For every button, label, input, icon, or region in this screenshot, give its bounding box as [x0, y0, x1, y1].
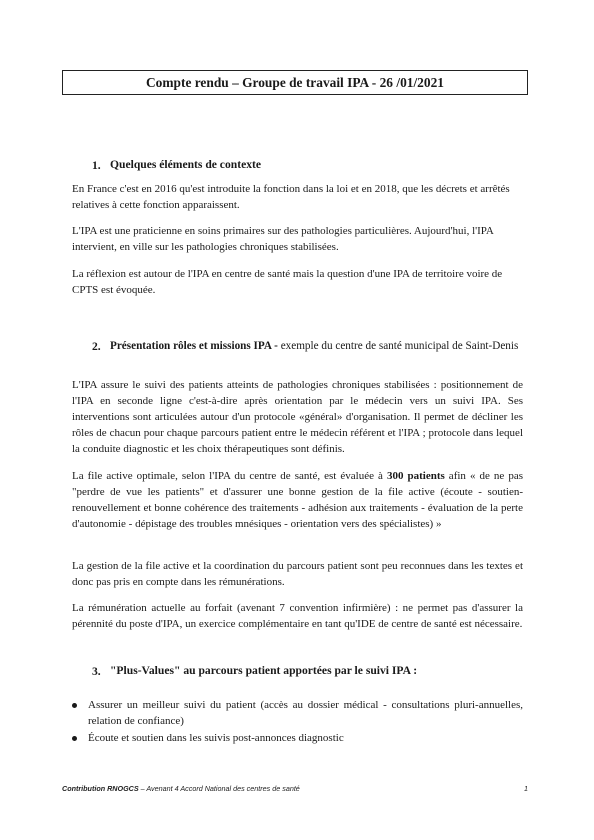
section-1-paragraph-3: La réflexion est autour de l'IPA en centre de santé mais la question d'une IPA de territoire voire de CPTS est évoquée.: [72, 268, 503, 296]
list-item: [72, 697, 523, 729]
list-item-text: Assurer un meilleur suivi du patient (accès au dossier médical - consultations pluri-annuelles, relation de confiance): [88, 699, 523, 727]
page-number: 1: [524, 784, 528, 793]
page-footer: [62, 784, 528, 793]
section-2-p2-after: afin « de ne pas "perdre de vue les patients" et d'assurer une bonne gestion de la file active (écoute - soutien- renouvellement et bonne cohérence des traitements - adhésion aux traitements - évaluation de la perte d'autonomie - dépistage des troubles mnésiques - orientation vers des spécialistes) »: [72, 470, 523, 530]
section-2-paragraph-1: L'IPA assure le suivi des patients atteints de pathologies chroniques stabilisées : positionnement de l'IPA en seconde ligne c'est-à-dire après orientation par le médecin vers un suivi IPA. Ses interventions sont articulées autour d'un protocole «général» d'organisation. Il permet de décliner les rôles de chacun pour chaque parcours patient entre le médecin référent et l'IPA ; protocole dans lequel la conduite diagnostic et les choix thérapeutiques sont définis.: [72, 379, 523, 455]
section-2-heading-normal: exemple du centre de santé municipal de Saint-Denis: [277, 340, 519, 352]
title-box: [62, 70, 528, 95]
section-2-heading: [110, 338, 525, 354]
footer-rest: – Avenant 4 Accord National des centres de santé: [138, 784, 300, 793]
section-1-heading-text: Quelques éléments de contexte: [110, 158, 262, 171]
bullet-icon: [72, 736, 77, 741]
section-3-number: 3.: [92, 665, 101, 678]
section-1-number: 1.: [92, 159, 101, 172]
section-1-paragraph-2: L'IPA est une praticienne en soins primaires sur des pathologies particulières. Aujourd'hui, l'IPA intervient, en ville sur les pathologies chroniques stabilisées.: [72, 225, 494, 253]
document-title: Compte rendu – Groupe de travail IPA - 26 /01/2021: [146, 74, 444, 90]
section-1-heading: [110, 157, 261, 173]
section-2-paragraph-2: [72, 468, 523, 532]
section-2-number: 2.: [92, 340, 101, 353]
list-item: [72, 730, 523, 746]
section-2-heading-bold: Présentation rôles et missions IPA -: [110, 340, 278, 352]
section-2-p2-before: La file active optimale, selon l'IPA du centre de santé, est évaluée à: [72, 470, 387, 482]
section-1-paragraph-1: En France c'est en 2016 qu'est introduite la fonction dans la loi et en 2018, que les décrets et arrêtés relatives à cette fonction apparaissent.: [72, 183, 510, 211]
list-item-text: Écoute et soutien dans les suivis post-annonces diagnostic: [88, 732, 344, 744]
section-2-paragraph-3: La gestion de la file active et la coordination du parcours patient sont peu reconnues dans les textes et donc pas pris en compte dans les rémunérations.: [72, 560, 523, 588]
footer-org: Contribution RNOGCS: [62, 784, 139, 793]
section-3-heading: [110, 663, 417, 679]
patient-count: 300 patients: [386, 470, 445, 482]
section-2-paragraph-4: La rémunération actuelle au forfait (avenant 7 convention infirmière) : ne permet pas d'assurer la pérennité du poste d'IPA, un exercice complémentaire en tant qu'IDE de centre de santé est nécessaire.: [72, 602, 523, 630]
bullet-icon: [72, 703, 77, 708]
section-3-heading-text: "Plus-Values" au parcours patient apportées par le suivi IPA :: [110, 664, 418, 677]
footer-text: [62, 784, 300, 793]
